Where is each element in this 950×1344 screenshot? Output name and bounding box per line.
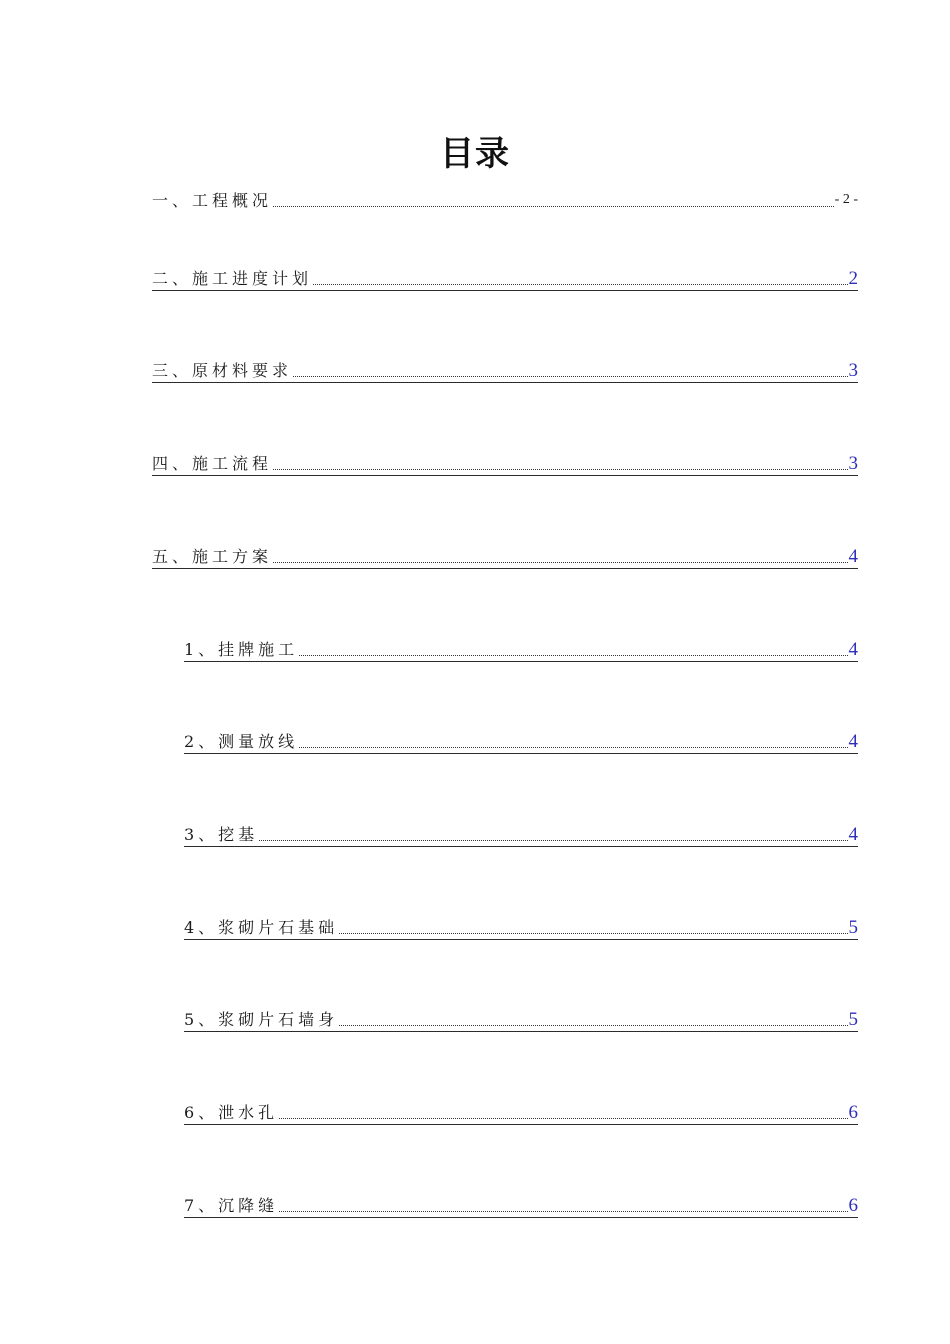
toc-entry-process[interactable] — [152, 451, 858, 476]
toc-leader-dots — [279, 1210, 847, 1212]
toc-page-number: 3 — [848, 360, 858, 381]
toc-entry-materials[interactable] — [152, 358, 858, 383]
page-title: 目录 — [440, 134, 510, 174]
toc-entry-schedule[interactable] — [152, 266, 858, 291]
toc-entry-label: 6、泄水孔 — [184, 1103, 279, 1122]
toc-entry-label: 一、工程概况 — [152, 191, 273, 210]
toc-leader-dots — [299, 746, 847, 748]
toc-entry-label: 四、施工流程 — [152, 454, 273, 473]
toc-entry-label: 二、施工进度计划 — [152, 269, 313, 288]
toc-entry-label: 3、挖基 — [184, 825, 259, 844]
toc-page-number: 2 — [848, 268, 858, 289]
toc-page-number: 5 — [848, 917, 858, 938]
toc-entry-label: 1、挂牌施工 — [184, 640, 299, 659]
toc-entry-label: 7、沉降缝 — [184, 1196, 279, 1215]
toc-page-number: 4 — [848, 824, 858, 845]
toc-page-number: 6 — [848, 1102, 858, 1123]
toc-entry-label: 2、测量放线 — [184, 732, 299, 751]
toc-subentry-masonry-wall[interactable] — [184, 1007, 858, 1032]
toc-leader-dots — [339, 1024, 847, 1026]
toc-entry-label: 5、浆砌片石墙身 — [184, 1010, 339, 1029]
toc-subentry-drain-holes[interactable] — [184, 1100, 858, 1125]
toc-subentry-settlement-joint[interactable] — [184, 1193, 858, 1218]
toc-page-number: 3 — [848, 453, 858, 474]
toc-leader-dots — [279, 1117, 847, 1119]
toc-entry-label: 五、施工方案 — [152, 547, 273, 566]
toc-subentry-survey[interactable] — [184, 729, 858, 754]
toc-leader-dots — [339, 932, 847, 934]
toc-page-number: 6 — [848, 1195, 858, 1216]
toc-leader-dots — [293, 375, 847, 377]
toc-leader-dots — [299, 654, 847, 656]
toc-subentry-excavation[interactable] — [184, 822, 858, 847]
toc-page-number: 4 — [848, 639, 858, 660]
toc-leader-dots — [273, 205, 834, 207]
toc-page-number: - 2 - — [834, 192, 858, 207]
toc-leader-dots — [273, 468, 847, 470]
toc-entry-project-overview[interactable] — [152, 188, 858, 212]
toc-entry-label: 4、浆砌片石基础 — [184, 918, 339, 937]
toc-page-number: 4 — [848, 546, 858, 567]
toc-subentry-signage[interactable] — [184, 637, 858, 662]
toc-leader-dots — [273, 561, 847, 563]
toc-entry-label: 三、原材料要求 — [152, 361, 293, 380]
toc-subentry-masonry-foundation[interactable] — [184, 915, 858, 940]
toc-page-number: 4 — [848, 731, 858, 752]
toc-page-number: 5 — [848, 1009, 858, 1030]
toc-leader-dots — [259, 839, 847, 841]
toc-leader-dots — [313, 283, 847, 285]
toc-entry-plan[interactable] — [152, 544, 858, 569]
